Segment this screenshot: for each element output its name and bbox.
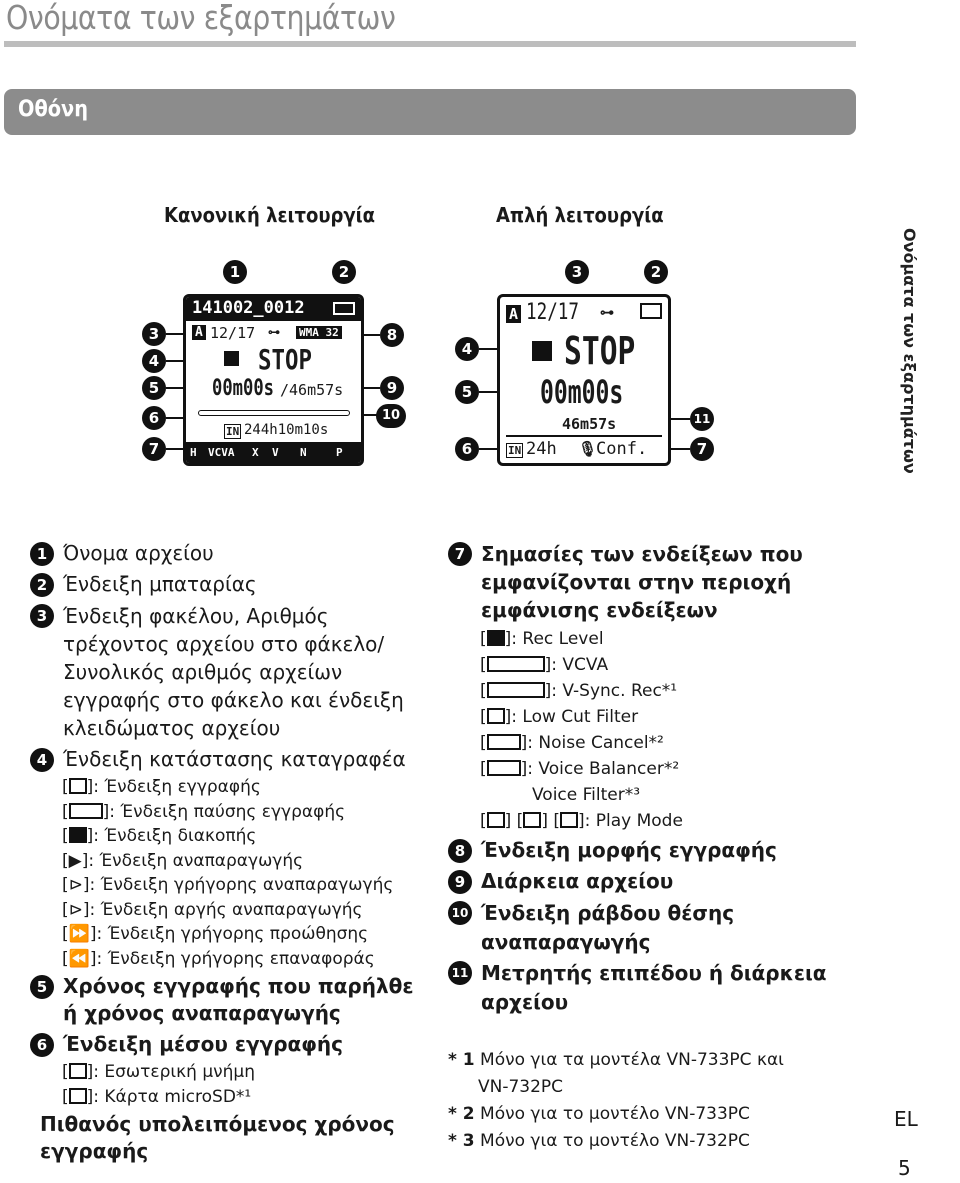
microsd-card: [ ]: Κάρτα microSD*¹	[62, 1086, 252, 1107]
leader-line	[668, 448, 690, 450]
right-column	[448, 540, 868, 1155]
item-text: εμφανίζονται στην περιοχή	[481, 570, 792, 594]
title-rule	[4, 41, 856, 47]
item-text: Διάρκεια αρχείου	[481, 869, 674, 893]
callout-2: 2	[332, 260, 356, 284]
footnote-text: Μόνο για το μοντέλο VN-733PC	[480, 1104, 750, 1124]
callout-6-simple: 6	[455, 437, 479, 461]
callout-3-simple: 3	[565, 260, 589, 284]
left-column	[30, 540, 450, 1165]
play-icon: ▶	[68, 850, 82, 871]
footnote-1-cont: VN-732PC	[478, 1077, 564, 1097]
pause-indicator: [ ]: Ένδειξη παύσης εγγραφής	[62, 801, 346, 822]
file-length: /46m57s	[280, 381, 344, 399]
simple-mode-label: Απλή λειτουργία	[496, 203, 664, 227]
item-8	[448, 837, 868, 864]
format-indicator: WMA 32	[296, 326, 342, 339]
play-mode-icon-3	[560, 812, 578, 828]
item-number: 8	[448, 839, 472, 863]
vsync-icon	[487, 682, 545, 698]
battery-icon-simple	[640, 303, 662, 319]
footnote-mark: * 2	[448, 1104, 475, 1124]
simple-lcd-screen	[497, 294, 671, 466]
footnote-1	[448, 1047, 868, 1074]
section-bar	[4, 89, 856, 135]
item-3	[30, 602, 450, 742]
item-7	[448, 540, 868, 624]
lock-icon-simple: ⊶	[600, 305, 614, 321]
memory-icon: IN	[226, 425, 240, 438]
rec-level-row: [ ]: Rec Level	[480, 629, 604, 649]
rewind-indicator: [⏪]: Ένδειξη γρήγορης επαναφοράς	[62, 948, 375, 969]
item-text: εγγραφής στο φάκελο και ένδειξη	[63, 688, 404, 712]
callout-4: 4	[142, 349, 166, 373]
file-count-simple: 12/17	[526, 300, 579, 325]
indicator-text: ]: Ένδειξη γρήγορης προώθησης	[89, 924, 369, 944]
file-count: 12/17	[210, 324, 256, 342]
leader-line	[479, 448, 499, 450]
callout-1: 1	[223, 260, 247, 284]
page-number: 5	[898, 1156, 911, 1180]
play-mode-icon: P	[336, 446, 343, 459]
lock-icon: ⊶	[268, 325, 280, 339]
stop-icon	[224, 351, 239, 366]
noise-cancel-icon	[487, 734, 521, 750]
item-number: 10	[448, 901, 472, 925]
voice-balancer-icon: V	[272, 446, 279, 459]
footnote-mark: * 1	[448, 1050, 475, 1070]
memory-icon-simple: IN	[508, 444, 522, 457]
low-cut-icon	[487, 708, 505, 724]
voice-balancer-row: [ ]: Voice Balancer*²	[480, 759, 680, 779]
item-text: εγγραφής	[40, 1139, 149, 1163]
item-text: ή χρόνος αναπαραγωγής	[63, 1001, 341, 1025]
fast-forward-icon: ⏩	[68, 924, 90, 944]
item-9	[448, 868, 868, 895]
media-text: ]: Κάρτα microSD*¹	[86, 1086, 252, 1107]
divider	[506, 435, 662, 437]
status-text-simple: STOP	[564, 329, 636, 373]
item-number: 1	[30, 542, 54, 566]
item-text: Σημασίες των ενδείξεων που	[481, 542, 803, 566]
callout-4-simple: 4	[455, 337, 479, 361]
item-1	[30, 540, 450, 567]
internal-memory: [ ]: Εσωτερική μνήμη	[62, 1062, 255, 1082]
item-number: 6	[30, 1033, 54, 1057]
fast-play-indicator: [⊳]: Ένδειξη γρήγορης αναπαραγωγής	[62, 875, 394, 895]
item-text: τρέχοντος αρχείου στο φάκελο/	[63, 632, 385, 656]
footnote-3	[448, 1128, 868, 1155]
rewind-icon: ⏪	[68, 948, 90, 969]
record-icon	[69, 778, 87, 794]
item-10	[448, 899, 868, 957]
play-mode-row: [ ] [ ] [ ]: Play Mode	[480, 811, 683, 831]
item-text: Ένδειξη μπαταρίας	[63, 572, 257, 596]
indicator-area	[186, 442, 361, 466]
callout-8: 8	[380, 323, 404, 347]
indicator-text: ]: Ένδειξη διακοπής	[86, 826, 257, 846]
stop-icon-simple	[532, 341, 552, 361]
internal-memory-icon	[69, 1063, 87, 1079]
folder-icon-simple: A	[506, 305, 521, 323]
remaining-time: 244h10m10s	[244, 422, 329, 438]
item-number: 9	[448, 870, 472, 894]
item-6	[30, 1031, 450, 1058]
fast-forward-indicator: [⏩]: Ένδειξη γρήγορης προώθησης	[62, 924, 369, 944]
low-cut-row: [ ]: Low Cut Filter	[480, 707, 639, 727]
indicator-text: ]: Ένδειξη γρήγορης επαναφοράς	[89, 948, 375, 969]
rec-level-icon	[487, 630, 505, 646]
item-text: αναπαραγωγής	[481, 930, 651, 954]
item-text: Χρόνος εγγραφής που παρήλθε	[63, 974, 414, 998]
noise-cancel-row: [ ]: Noise Cancel*²	[480, 733, 664, 753]
item-number: 2	[30, 573, 54, 597]
rec-indicator: [ ]: Ένδειξη εγγραφής	[62, 777, 261, 797]
language-code: EL	[894, 1107, 918, 1131]
item-5	[30, 973, 450, 1027]
remaining-time-simple: 24h	[526, 439, 557, 459]
low-cut-icon: X	[252, 446, 259, 459]
item-text: Ένδειξη μορφής εγγραφής	[481, 838, 777, 862]
vcva-row: [ ]: VCVA	[480, 655, 609, 675]
mic-icon: 🎙	[578, 440, 598, 458]
item-number: 11	[448, 961, 472, 985]
meaning-text: ]: Rec Level	[504, 629, 604, 649]
item-text: εμφάνισης ενδείξεων	[481, 598, 718, 622]
callout-5: 5	[142, 376, 166, 400]
callout-7: 7	[142, 437, 166, 461]
scene-label: Conf.	[596, 439, 648, 459]
slow-play-indicator: [⊳]: Ένδειξη αργής αναπαραγωγής	[62, 899, 363, 920]
vsync-row: [ ]: V-Sync. Rec*¹	[480, 681, 678, 701]
indicator-text: ]: Ένδειξη αργής αναπαραγωγής	[82, 899, 363, 920]
stop-indicator: [ ]: Ένδειξη διακοπής	[62, 826, 257, 846]
meaning-text: ]: VCVA	[544, 655, 609, 675]
play-mode-icon-2	[523, 812, 541, 828]
indicator-text: ]: Ένδειξη εγγραφής	[86, 777, 261, 797]
file-length-simple: 46m57s	[562, 415, 617, 433]
normal-lcd-screen	[183, 294, 364, 466]
stop-icon	[69, 827, 87, 843]
callout-3: 3	[142, 322, 166, 346]
fast-play-icon: ⊳	[68, 875, 83, 895]
battery-icon	[333, 302, 355, 315]
meaning-text: ]: Low Cut Filter	[504, 707, 639, 727]
filename: 141002_0012	[192, 298, 305, 318]
callout-5-simple: 5	[455, 380, 479, 404]
slow-play-icon: ⊳	[68, 899, 83, 920]
footnote-mark: * 3	[448, 1131, 475, 1151]
indicator-text: ]: Ένδειξη παύσης εγγραφής	[102, 801, 346, 822]
footnote-text: Μόνο για το μοντέλο VN-732PC	[480, 1131, 750, 1151]
status-text: STOP	[258, 343, 312, 376]
indicator-text: ]: Ένδειξη αναπαραγωγής	[81, 850, 304, 871]
vcva-icon: VCVA	[208, 446, 235, 459]
play-indicator: [▶]: Ένδειξη αναπαραγωγής	[62, 850, 304, 871]
play-mode-icon-1	[487, 812, 505, 828]
item-text: Ένδειξη κατάστασης καταγραφέα	[63, 747, 406, 771]
folder-icon: A	[192, 325, 206, 340]
item-11	[448, 959, 868, 1017]
item-text: Ένδειξη ράβδου θέσης	[481, 901, 735, 925]
footnote-text: Μόνο για τα μοντέλα VN-733PC και	[480, 1050, 784, 1070]
callout-6: 6	[142, 406, 166, 430]
section-title: Οθόνη	[18, 97, 89, 122]
item-4	[30, 746, 450, 773]
filename-bar	[186, 297, 361, 321]
voice-filter-row: Voice Filter*³	[532, 785, 641, 805]
sd-card-icon	[69, 1088, 87, 1104]
meaning-text: ]: Play Mode	[577, 811, 683, 831]
elapsed-time: 00m00s	[212, 376, 274, 401]
item-text: Όνομα αρχείου	[63, 541, 214, 565]
callout-2-simple: 2	[644, 260, 668, 284]
callout-9: 9	[380, 376, 404, 400]
remaining-time-note	[30, 1111, 450, 1165]
item-number: 7	[448, 542, 472, 566]
indicator-text: ]: Ένδειξη γρήγορης αναπαραγωγής	[82, 875, 394, 895]
item-number: 4	[30, 748, 54, 772]
callout-11-simple: 11	[690, 407, 714, 431]
meaning-text: ]: Noise Cancel*²	[520, 733, 664, 753]
meaning-text: ]: V-Sync. Rec*¹	[544, 681, 678, 701]
normal-mode-label: Κανονική λειτουργία	[164, 203, 376, 227]
voice-balancer-icon	[487, 760, 521, 776]
side-tab: Ονόματα των εξαρτημάτων	[900, 228, 919, 474]
item-number: 5	[30, 975, 54, 999]
media-text: ]: Εσωτερική μνήμη	[86, 1062, 255, 1082]
item-text: Ένδειξη φακέλου, Αριθμός	[63, 604, 329, 628]
vcva-icon	[487, 656, 545, 672]
noise-cancel-icon: N	[300, 446, 307, 459]
item-text: Συνολικός αριθμός αρχείων	[63, 660, 343, 684]
item-text: Πιθανός υπολειπόμενος χρόνος	[40, 1112, 395, 1136]
item-2	[30, 571, 450, 598]
item-text: αρχείου	[481, 990, 569, 1014]
item-text: κλειδώματος αρχείου	[63, 716, 281, 740]
callout-7-simple: 7	[690, 437, 714, 461]
page-title: Ονόματα των εξαρτημάτων	[6, 0, 396, 37]
item-text: Ένδειξη μέσου εγγραφής	[63, 1032, 344, 1056]
meaning-text: ]: Voice Balancer*²	[520, 759, 680, 779]
callout-10: 10	[376, 404, 406, 428]
position-bar	[198, 410, 350, 416]
elapsed-time-simple: 00m00s	[540, 373, 624, 411]
rec-level-icon: H	[190, 446, 197, 459]
item-number: 3	[30, 604, 54, 628]
item-text: Μετρητής επιπέδου ή διάρκεια	[481, 961, 827, 985]
pause-record-icon	[69, 803, 103, 819]
footnote-2	[448, 1101, 868, 1128]
